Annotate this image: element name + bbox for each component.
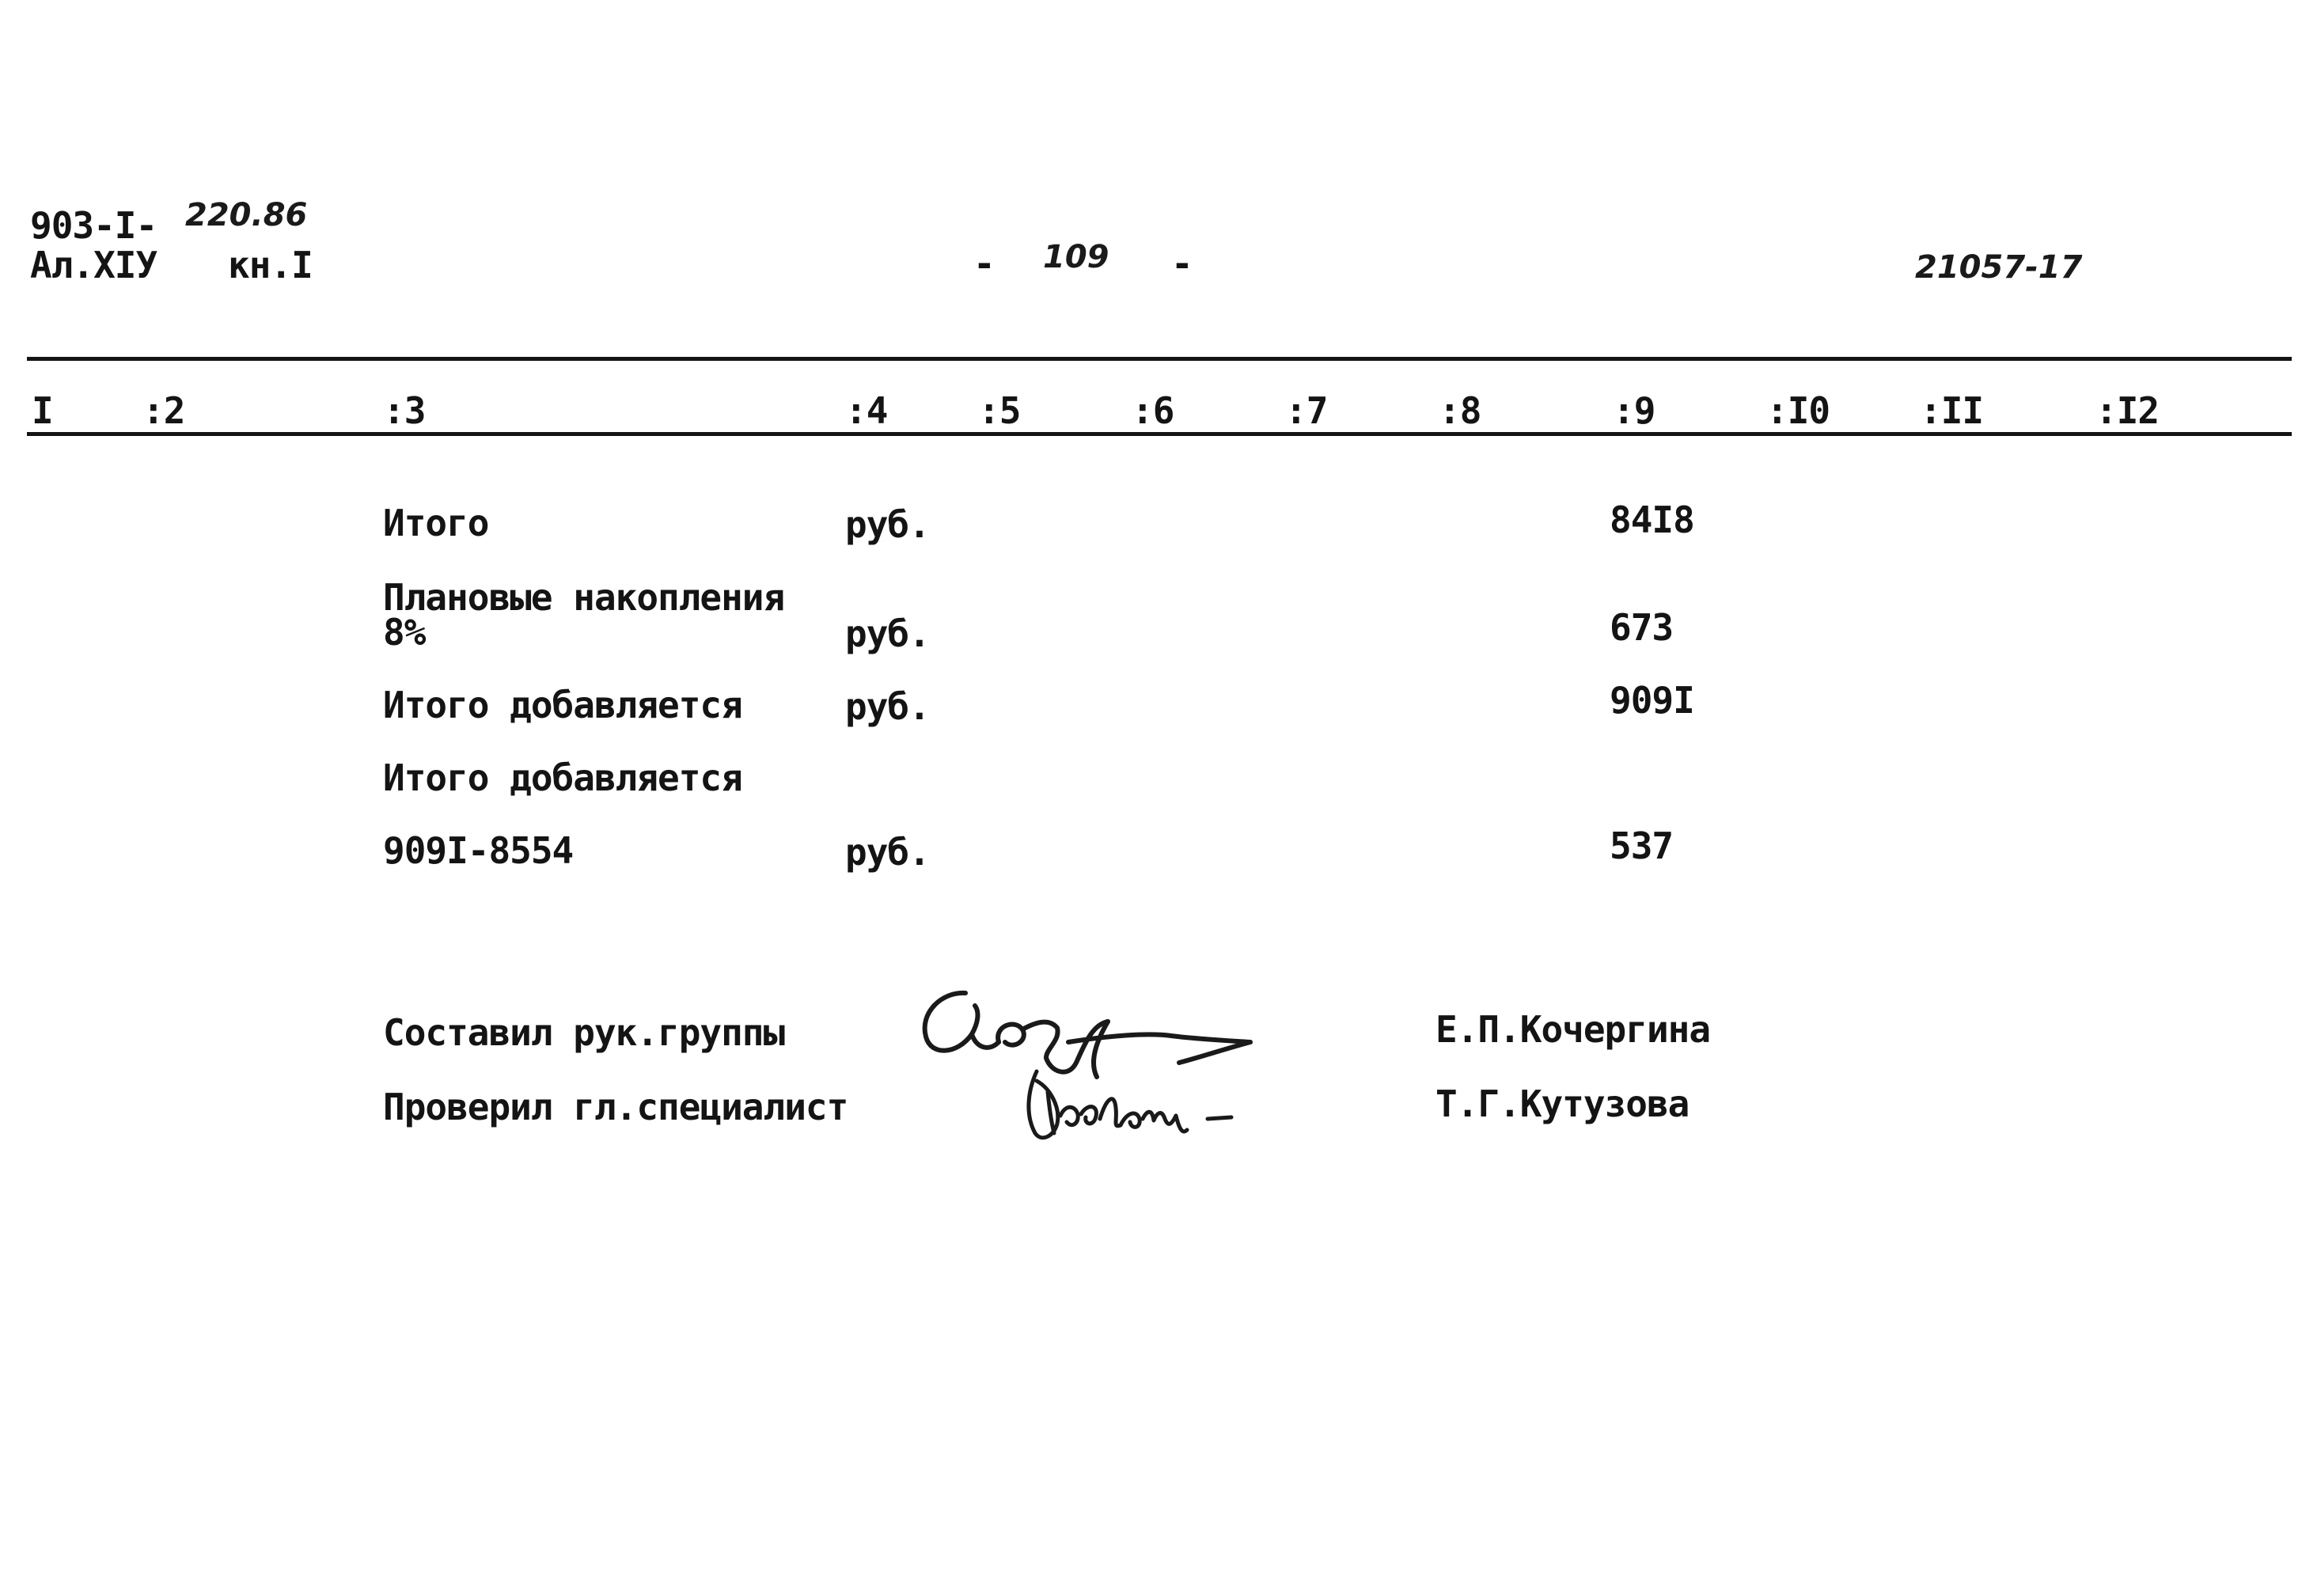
column-3-header: :3 — [383, 389, 426, 432]
row-3-value: 909I — [1610, 679, 1694, 722]
row-1-unit: руб. — [845, 503, 930, 546]
header-bottom-rule — [27, 432, 2292, 436]
checked-by-signature — [1013, 1060, 1258, 1147]
page-number: 109 — [1043, 239, 1109, 275]
column-4-header: :4 — [845, 389, 888, 432]
page-number-dash-right: - — [1171, 242, 1193, 285]
row-4-value: 537 — [1610, 825, 1674, 867]
row-1-label: Итого — [383, 502, 489, 544]
document-code-prefix: 903-I- — [30, 204, 157, 247]
row-3-unit: руб. — [845, 685, 930, 728]
column-11-header: :II — [1920, 389, 1984, 432]
row-2-unit: руб. — [845, 612, 930, 655]
column-10-header: :I0 — [1766, 389, 1830, 432]
column-7-header: :7 — [1285, 389, 1328, 432]
row-2-value: 673 — [1610, 606, 1674, 649]
column-6-header: :6 — [1132, 389, 1174, 432]
row-2-label-line2: 8% — [383, 611, 426, 654]
column-12-header: :I2 — [2095, 389, 2160, 432]
page-number-dash-left: - — [973, 242, 995, 285]
row-3-label: Итого добавляется — [383, 684, 742, 726]
document-number: 21057-17 — [1915, 249, 2083, 286]
album-label: Ал.XIУ — [30, 244, 157, 286]
row-2-label-line1: Плановые накопления — [383, 576, 785, 619]
checked-by-name: Т.Г.Кутузова — [1435, 1082, 1690, 1125]
book-label: кн.I — [228, 244, 313, 286]
compiled-by-role: Составил рук.группы — [383, 1011, 785, 1054]
checked-by-role: Проверил гл.специалист — [383, 1086, 848, 1128]
column-1-header: I — [32, 389, 53, 432]
header-top-rule — [27, 357, 2292, 361]
column-5-header: :5 — [978, 389, 1021, 432]
row-4-unit: руб. — [845, 831, 930, 874]
column-2-header: :2 — [142, 389, 185, 432]
document-code-handwritten: 220.86 — [185, 197, 308, 233]
row-1-value: 84I8 — [1610, 499, 1694, 541]
row-4-label-line2: 909I-8554 — [383, 829, 574, 872]
compiled-by-name: Е.П.Кочергина — [1435, 1008, 1711, 1051]
row-4-label-line1: Итого добавляется — [383, 756, 742, 799]
column-8-header: :8 — [1439, 389, 1481, 432]
column-9-header: :9 — [1613, 389, 1655, 432]
